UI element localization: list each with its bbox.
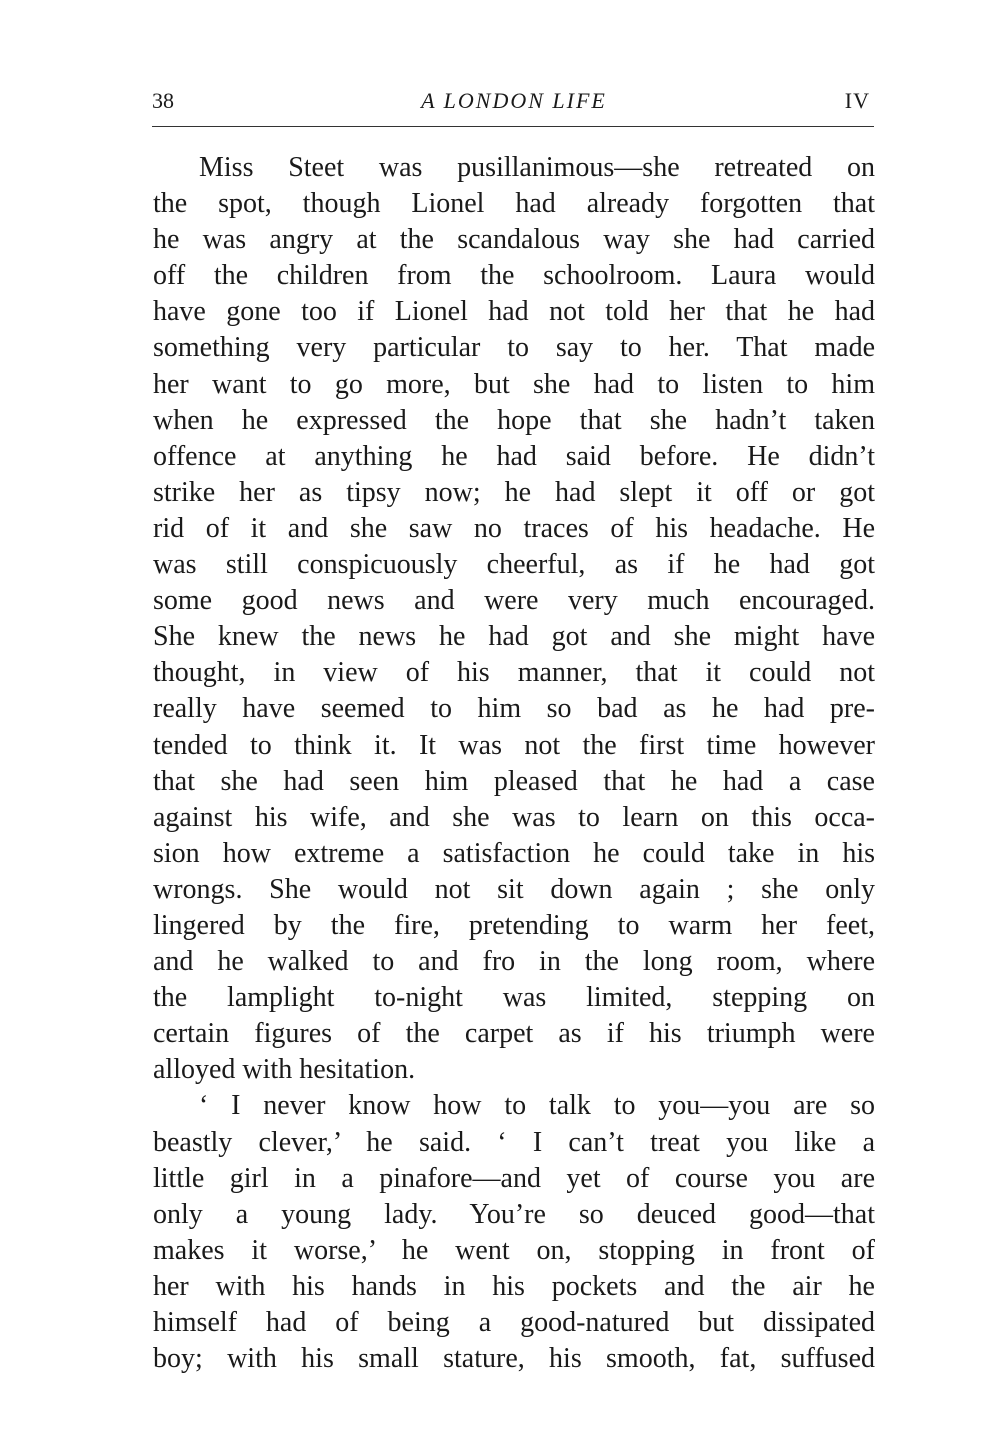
- text-line: some good news and were very much encouraged.: [153, 585, 875, 617]
- text-line: have gone too if Lionel had not told her that he had: [153, 296, 875, 328]
- text-line: her want to go more, but she had to listen to him: [153, 368, 875, 400]
- text-line: off the children from the schoolroom. Laura would: [153, 260, 875, 292]
- text-line: really have seemed to him so bad as he had pre-: [153, 693, 875, 725]
- text-line: Miss Steet was pusillanimous—she retreated on: [199, 152, 875, 183]
- text-line: the lamplight to-night was limited, stepping on: [153, 982, 875, 1014]
- text-line: was still conspicuously cheerful, as if he had got: [153, 549, 875, 581]
- text-line: ‘ I never know how to talk to you—you are so: [199, 1090, 875, 1122]
- text-line: something very particular to say to her. That made: [153, 332, 875, 364]
- text-line: lingered by the fire, pretending to warm her feet,: [153, 909, 875, 941]
- body-text: [153, 150, 875, 1377]
- text-line: boy; with his small stature, his smooth, fat, suffused: [153, 1343, 875, 1375]
- text-line: beastly clever,’ he said. ‘ I can’t treat you like a: [153, 1126, 875, 1158]
- paragraph: [153, 150, 875, 1088]
- paragraph: [153, 1088, 875, 1377]
- text-line: tended to think it. It was not the first time however: [153, 729, 875, 761]
- text-line: only a young lady. You’re so deuced good—that: [153, 1198, 875, 1230]
- running-head: [152, 86, 876, 116]
- text-line: thought, in view of his manner, that it could not: [153, 657, 875, 689]
- text-line: when he expressed the hope that she hadn’t taken: [153, 404, 875, 436]
- text-line: offence at anything he had said before. He didn’t: [153, 440, 875, 472]
- text-line: strike her as tipsy now; he had slept it off or got: [153, 476, 875, 508]
- text-line: and he walked to and fro in the long room, where: [153, 946, 875, 978]
- text-line: he was angry at the scandalous way she had carried: [153, 224, 875, 256]
- text-line: She knew the news he had got and she might have: [153, 621, 875, 653]
- page-number: 38: [152, 88, 174, 113]
- text-line: the spot, though Lionel had already forgotten that: [153, 188, 875, 220]
- running-title: A LONDON LIFE: [421, 88, 607, 113]
- text-line: rid of it and she saw no traces of his headache. He: [153, 512, 875, 544]
- text-line: her with his hands in his pockets and the air he: [153, 1270, 875, 1302]
- text-line: against his wife, and she was to learn on this occa-: [153, 801, 875, 833]
- text-line: himself had of being a good-natured but dissipated: [153, 1307, 875, 1338]
- chapter-number: IV: [844, 88, 870, 113]
- text-line: makes it worse,’ he went on, stopping in front of: [153, 1234, 875, 1266]
- header-rule: [152, 126, 874, 127]
- text-line: wrongs. She would not sit down again ; she only: [153, 873, 875, 905]
- text-line: sion how extreme a satisfaction he could take in his: [153, 837, 875, 869]
- text-line: little girl in a pinafore—and yet of course you are: [153, 1162, 875, 1194]
- text-line: alloyed with hesitation.: [153, 1054, 416, 1086]
- text-line: certain figures of the carpet as if his triumph were: [153, 1018, 875, 1050]
- text-line: that she had seen him pleased that he had a case: [153, 765, 875, 797]
